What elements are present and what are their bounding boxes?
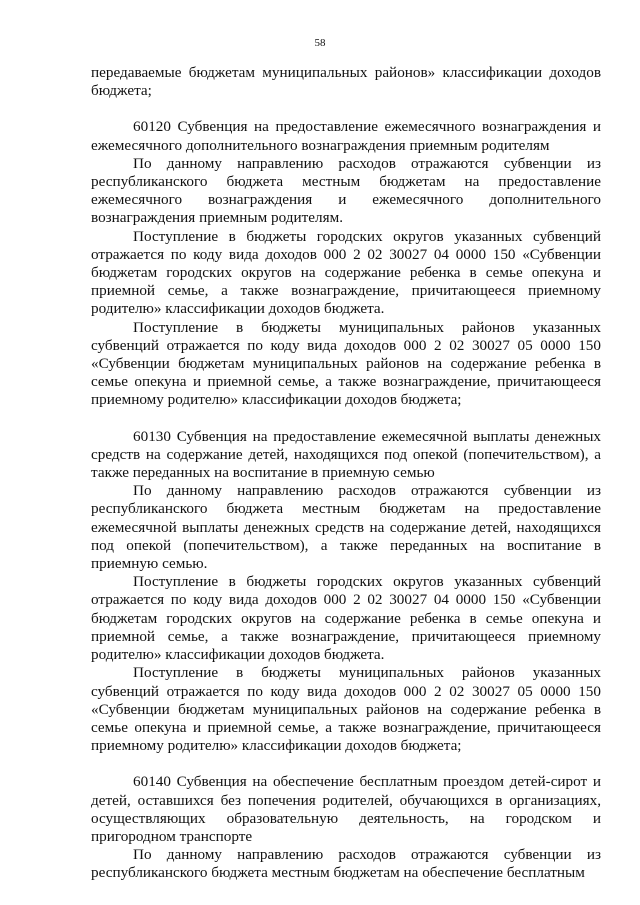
document-body (91, 64, 601, 883)
section-heading-60130: 60130 Субвенция на предоставление ежемесячной выплаты денежных средств на содержание детей, находящихся под опекой (попечительством), а также переданных на воспитание в приемную семью (91, 427, 601, 482)
paragraph-4: Поступление в бюджеты городских округов указанных субвенций отражается по коду вида доходов 000 2 02 30027 04 0000 150 «Субвенции бюджетам городских округов на содержание ребенка в семье опекуна и приемной семье, а также вознаграждение, причитающееся приемному родителю» классификации доходов бюджета. (91, 227, 601, 318)
paragraph-spacer (91, 410, 601, 428)
page-number: 58 (314, 37, 326, 49)
paragraph-spacer (91, 100, 601, 118)
paragraph-1: передаваемые бюджетам муниципальных районов» классификации доходов бюджета; (91, 64, 601, 100)
paragraph-spacer (91, 755, 601, 773)
paragraph-3: По данному направлению расходов отражаются субвенции из республиканского бюджета местным бюджетам на предоставление ежемесячного вознаграждения и ежемесячного дополнительного вознаграждения приемным родителям. (91, 154, 601, 227)
paragraph-8: Поступление в бюджеты городских округов указанных субвенций отражается по коду вида доходов 000 2 02 30027 04 0000 150 «Субвенции бюджетам городских округов на содержание ребенка в семье опекуна и приемной семье, а также вознаграждение, причитающееся приемному родителю» классификации доходов бюджета. (91, 573, 601, 664)
paragraph-11: По данному направлению расходов отражаются субвенции из республиканского бюджета местным бюджетам на обеспечение бесплатным (91, 846, 601, 882)
section-heading-60140: 60140 Субвенция на обеспечение бесплатным проездом детей-сирот и детей, оставшихся без попечения родителей, обучающихся в организациях, осуществляющих образовательную деятельность, на городском и пригородном транспорте (91, 773, 601, 845)
paragraph-9: Поступление в бюджеты муниципальных районов указанных субвенций отражается по коду вида доходов 000 2 02 30027 05 0000 150 «Субвенции бюджетам муниципальных районов на содержание ребенка в семье опекуна и приемной семье, а также вознаграждение, причитающееся приемному родителю» классификации доходов бюджета; (91, 664, 601, 755)
paragraph-5: Поступление в бюджеты муниципальных районов указанных субвенций отражается по коду вида доходов 000 2 02 30027 05 0000 150 «Субвенции бюджетам муниципальных районов на содержание ребенка в семье опекуна и приемной семье, а также вознаграждение, причитающееся приемному родителю» классификации доходов бюджета; (91, 318, 601, 409)
paragraph-7: По данному направлению расходов отражаются субвенции из республиканского бюджета местным бюджетам на предоставление ежемесячной выплаты денежных средств на содержание детей, находящихся под опекой (попечительством), а также переданных на воспитание в приемную семью. (91, 482, 601, 573)
section-heading-60120: 60120 Субвенция на предоставление ежемесячного вознаграждения и ежемесячного дополнительного вознаграждения приемным родителям (91, 118, 601, 154)
